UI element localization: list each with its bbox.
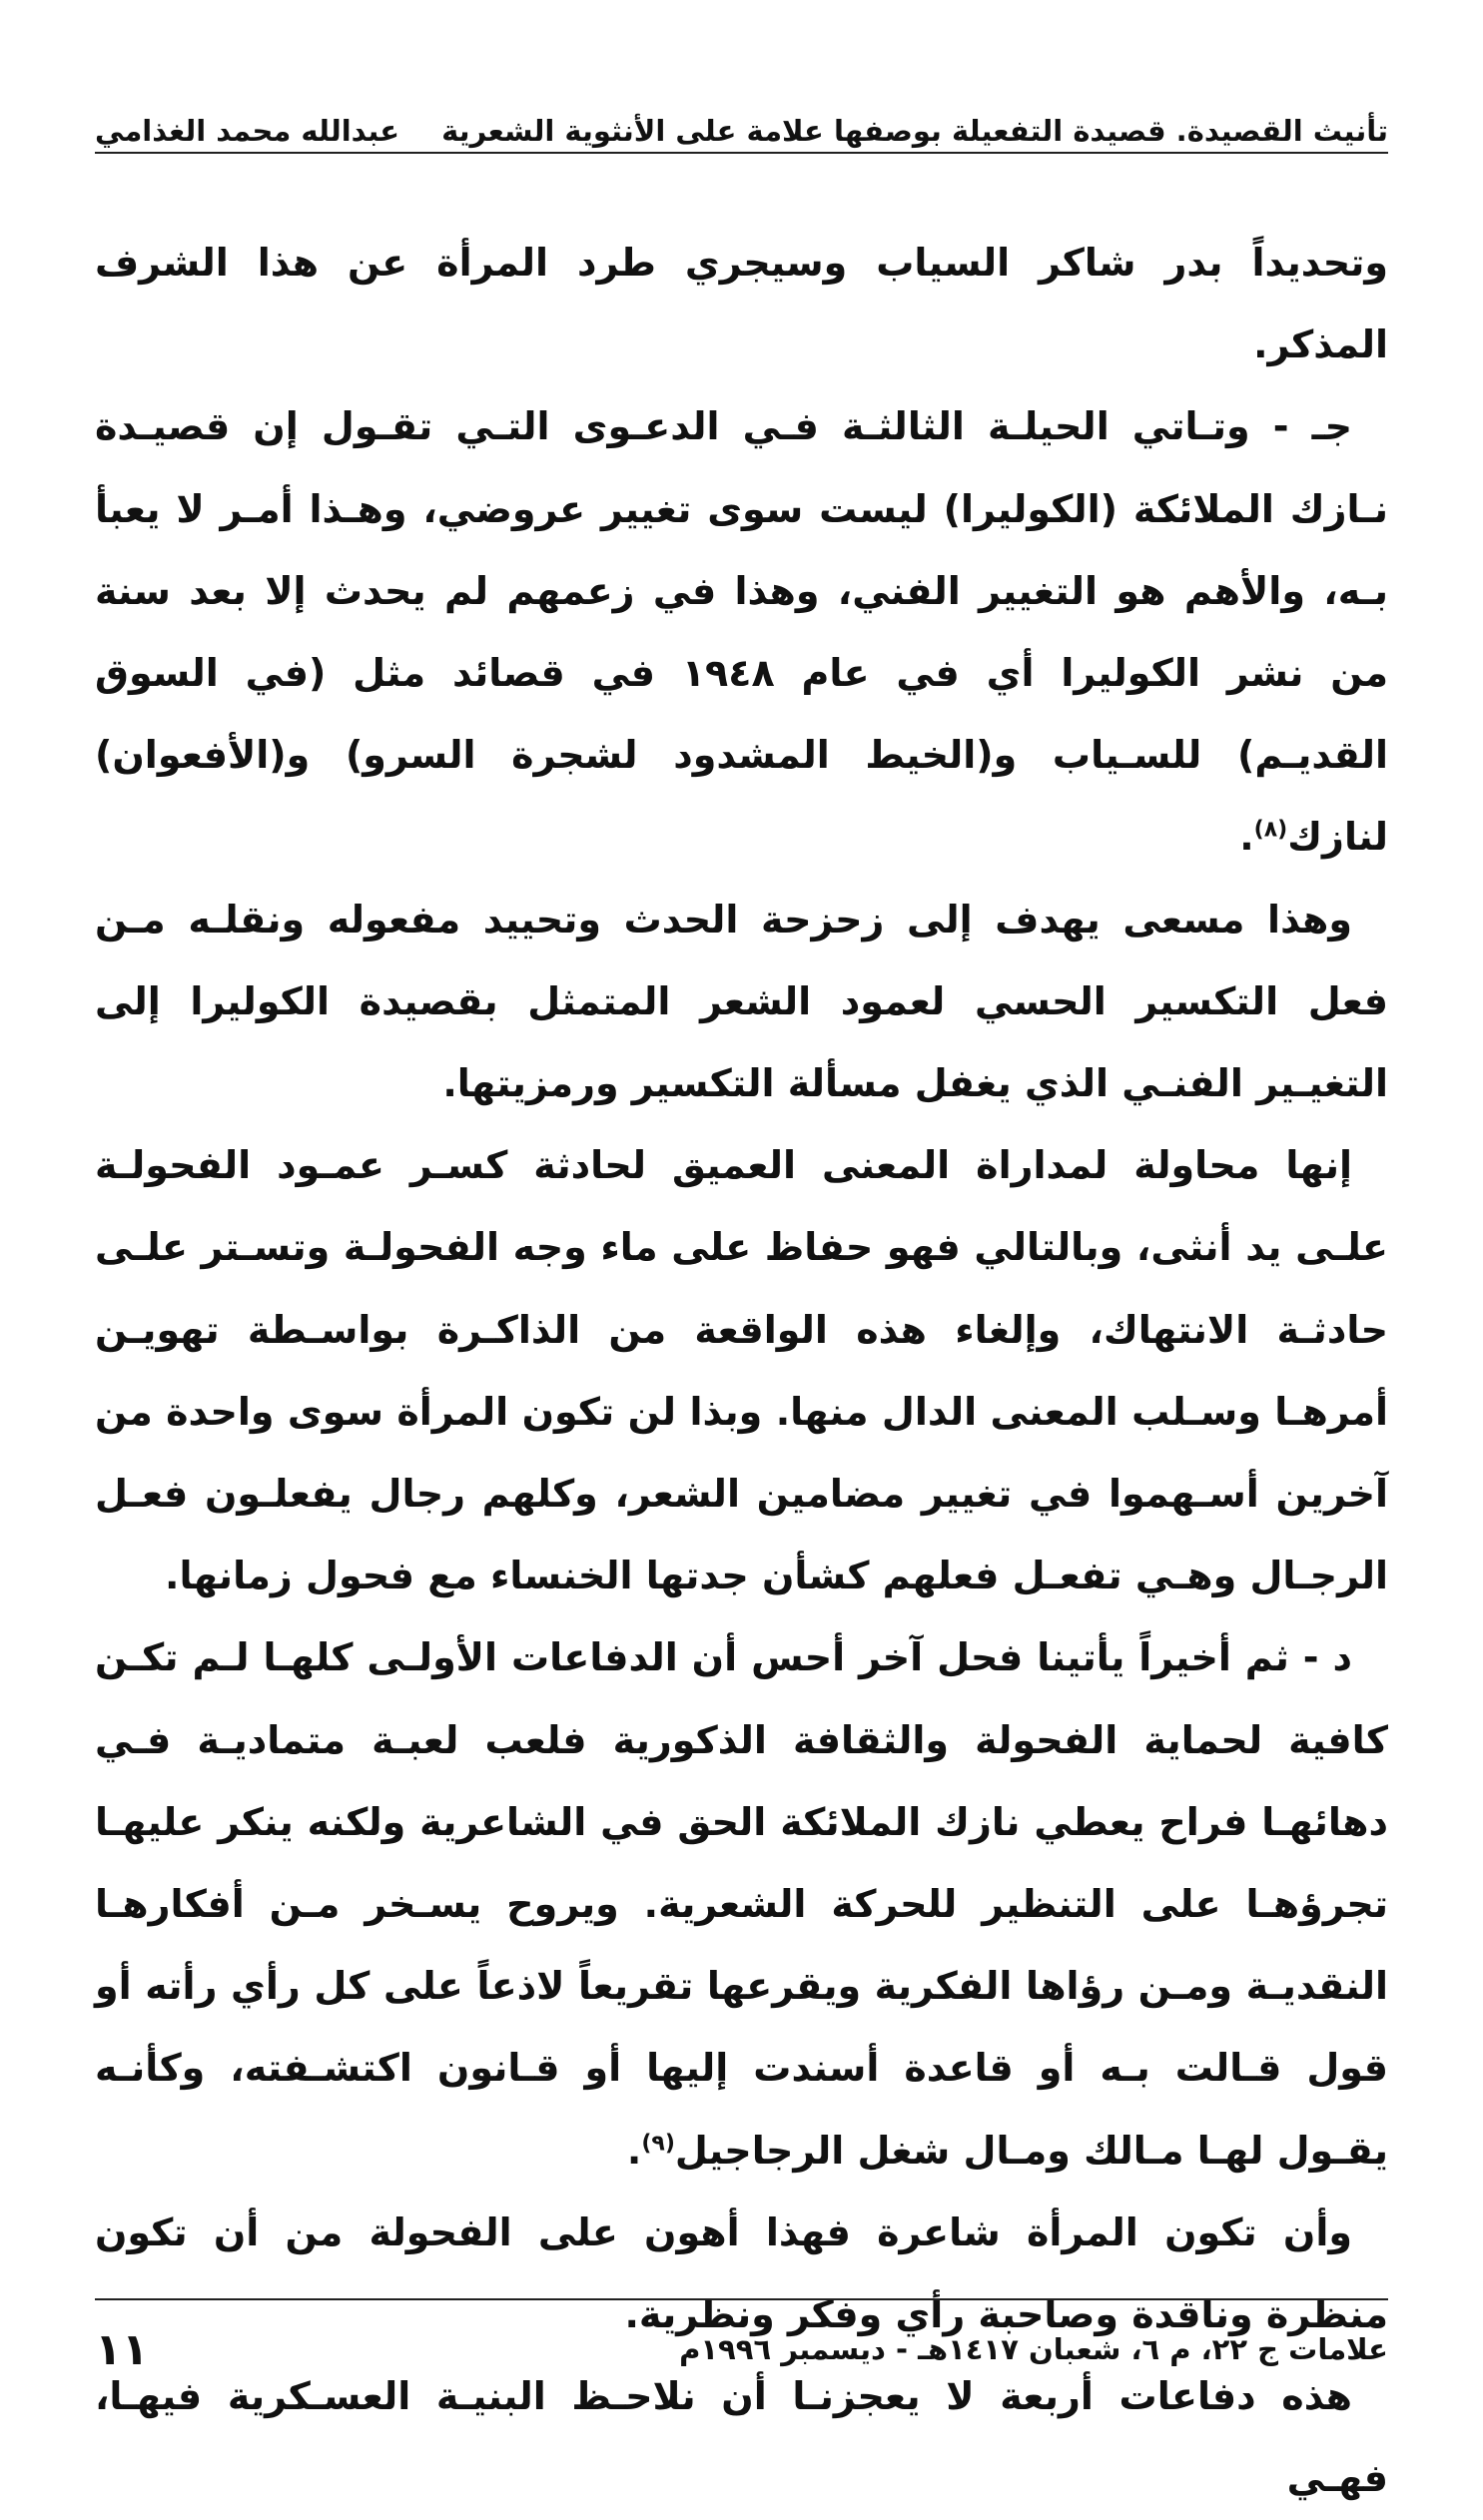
running-header bbox=[95, 88, 1388, 148]
page-number: ١١ bbox=[95, 2323, 149, 2375]
footnote-marker: (٩) bbox=[641, 2131, 675, 2157]
header-divider bbox=[95, 152, 1388, 154]
running-header-title: تأنيث القصيدة. قصيدة التفعيلة بوصفها علامة على الأنثوية الشعرية bbox=[441, 114, 1388, 148]
journal-citation: علامات ج ٢٢، م ٦، شعبان ١٤١٧هـ - ديسمبر ١٩٩٦م bbox=[679, 2332, 1388, 2366]
running-header-author: عبدالله محمد الغذامي bbox=[95, 114, 400, 148]
paragraph-4 bbox=[95, 1124, 1388, 1616]
paragraph-text: جـ - وتـاتي الحيلـة الثالثـة فـي الدعـوى التـي تقـول إن قصيـدة نـازك الملائكة (الكوليرا) ليست سوى تغيير عروضي، وهـذا أمـر لا يعبأ بـه، والأهم هو التغيير الفني، وهذا في زعمهم لم يحدث إلا بعد سنة من نشر الكوليرا أي في عام ١٩٤٨ في قصائد مثل (في السوق القديـم) للسـياب و(الخيط المشدود لشجرة السرو) و(الأفعوان) لنازك bbox=[95, 404, 1389, 860]
paragraph-text: هذه دفاعات أربعة لا يعجزنـا أن نلاحـظ البنيـة العسـكرية فيهـا، فهـي bbox=[95, 2374, 1388, 2501]
body-text bbox=[95, 222, 1388, 2520]
paragraph-5 bbox=[95, 1616, 1388, 2191]
paragraph-tail: . bbox=[626, 2128, 642, 2173]
paragraph-text: وتحديداً بدر شاكر السياب وسيجري طرد المرأة عن هذا الشرف المذكر. bbox=[95, 241, 1388, 367]
footnote-marker: (٨) bbox=[1253, 817, 1288, 843]
paragraph-text: وأن تكون المرأة شاعرة فهذا أهون على الفحولة من أن تكون منظرة وناقدة وصاحبة رأي وفكر ونظرية. bbox=[95, 2209, 1388, 2337]
document-page bbox=[95, 0, 1389, 2501]
paragraph-text: د - ثم أخيراً يأتينا فحل آخر أحس أن الدفاعات الأولـى كلهـا لـم تكـن كافية لحماية الفحولة والثقافة الذكورية فلعب لعبـة متماديـة فـي دهائهـا فراح يعطي نازك الملائكة الحق في الشاعرية ولكنه ينكر عليهـا تجرؤهـا على التنظير للحركة الشعرية. ويروح يسـخر مـن أفكارهـا النقديـة ومـن رؤاها الفكرية ويقرعها تقريعاً لاذعاً على كل رأي رأته أو قول قـالت بـه أو قاعدة أسندت إليها أو قـانون اكتشـفته، وكأنـه يقـول لهـا مـالك ومـال شغل الرجاجيل bbox=[95, 1635, 1388, 2173]
paragraph-3 bbox=[95, 879, 1388, 1125]
paragraph-text: وهذا مسعى يهدف إلى زحزحة الحدث وتحييد مفعوله ونقلـه مـن فعل التكسير الحسي لعمود الشعر المتمثل بقصيدة الكوليرا إلى التغيـير الفنـي الذي يغفل مسألة التكسير ورمزيتها. bbox=[95, 897, 1388, 1106]
page-footer bbox=[95, 2314, 1388, 2384]
paragraph-1 bbox=[95, 222, 1388, 385]
paragraph-text: إنها محاولة لمداراة المعنى العميق لحادثة كسـر عمـود الفحولـة علـى يد أنثى، وبالتالي فهو حفاظ على ماء وجه الفحولـة وتسـتر علـى حادثـة الانتهاك، وإلغاء هذه الواقعة من الذاكـرة بواسـطة تهويـن أمرهـا وسـلب المعنى الدال منها. وبذا لن تكون المرأة سوى واحدة من آخرين أسـهموا في تغيير مضامين الشعر، وكلهم رجال يفعلـون فعـل الرجـال وهـي تفعـل فعلهم كشأن جدتها الخنساء مع فحول زمانها. bbox=[95, 1143, 1388, 1598]
paragraph-2 bbox=[95, 385, 1388, 878]
paragraph-tail: . bbox=[1239, 815, 1254, 860]
footer-divider bbox=[95, 2298, 1388, 2300]
